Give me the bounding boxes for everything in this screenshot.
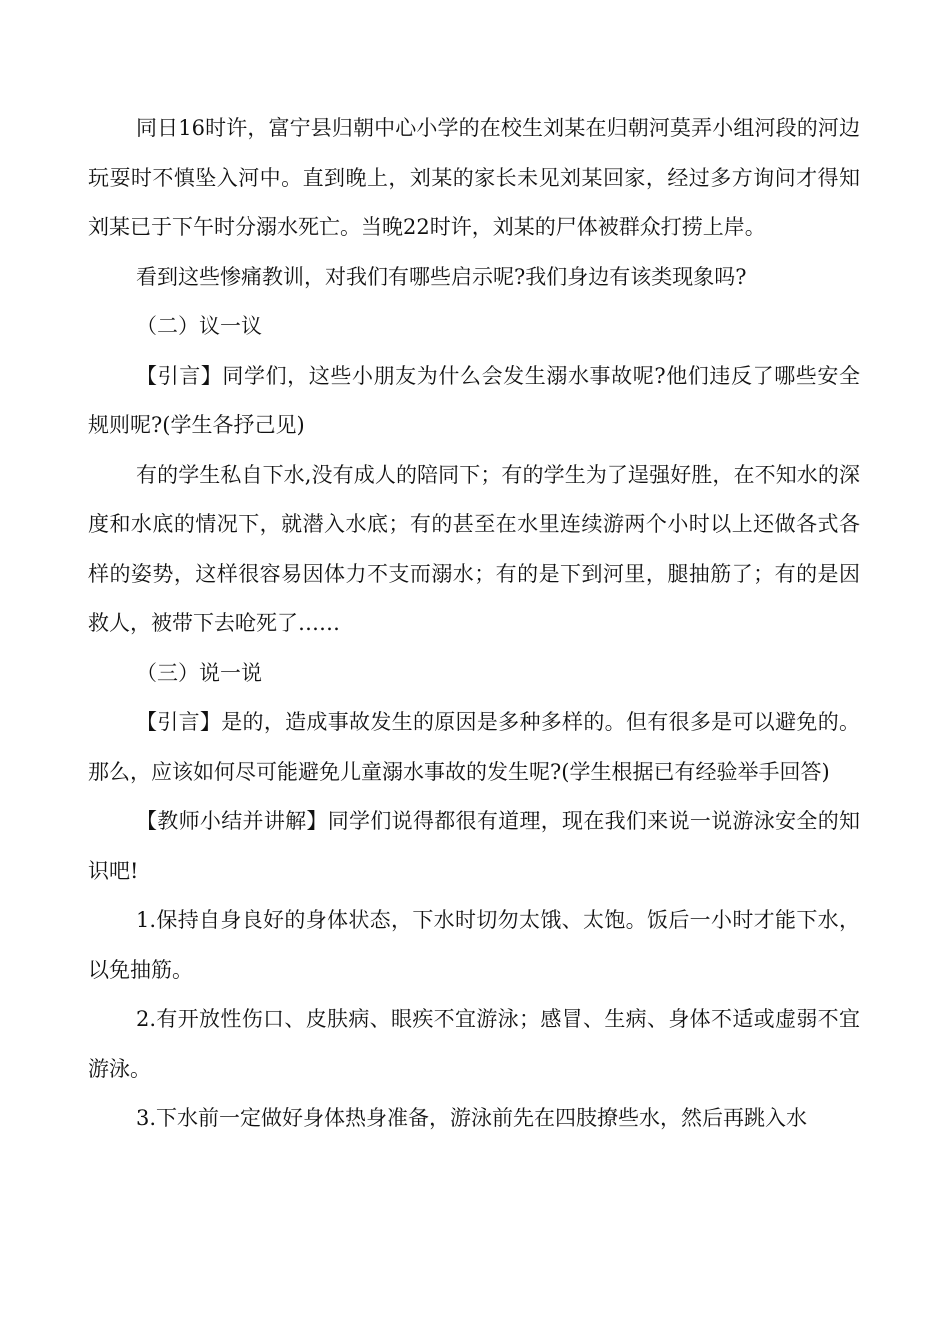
paragraph-intro-question: 【引言】同学们，这些小朋友为什么会发生溺水事故呢?他们违反了哪些安全规则呢?(学生各抒己见) xyxy=(88,363,860,437)
section-heading-discuss: （二）议一议 xyxy=(136,314,262,338)
section-heading-speak: （三）说一说 xyxy=(136,660,262,685)
document-body xyxy=(88,104,860,1144)
list-item-rule-1: 1.保持自身良好的身体状态，下水时切勿太饿、太饱。饭后一小时才能下水，以免抽筋。 xyxy=(88,908,860,982)
paragraph-incident-liu: 同日16时许，富宁县归朝中心小学的在校生刘某在归朝河莫弄小组河段的河边玩耍时不慎坠入河中。直到晚上，刘某的家长未见刘某回家，经过多方询问才得知刘某已于下午时分溺水死亡。当晚22时许，刘某的尸体被群众打捞上岸。 xyxy=(88,116,860,239)
paragraph-intro-prevention: 【引言】是的，造成事故发生的原因是多种多样的。但有很多是可以避免的。 那么，应该如何尽可能避免儿童溺水事故的发生呢?(学生根据已有经验举手回答) xyxy=(88,710,860,784)
paragraph-causes: 有的学生私自下水,没有成人的陪同下；有的学生为了逞强好胜，在不知水的深度和水底的情况下，就潜入水底；有的甚至在水里连续游两个小时以上还做各式各样的姿势，这样很容易因体力不支而溺水；有的是下到河里，腿抽筋了；有的是因救人，被带下去呛死了…… xyxy=(88,462,860,635)
list-item-rule-2: 2.有开放性伤口、皮肤病、眼疾不宜游泳；感冒、生病、身体不适或虚弱不宜游泳。 xyxy=(88,1007,860,1081)
paragraph-reflection-question: 看到这些惨痛教训，对我们有哪些启示呢?我们身边有该类现象吗? xyxy=(136,264,747,289)
list-item-rule-3: 3.下水前一定做好身体热身准备，游泳前先在四肢撩些水，然后再跳入水 xyxy=(136,1106,808,1130)
paragraph-teacher-summary: 【教师小结并讲解】同学们说得都很有道理，现在我们来说一说游泳安全的知识吧! xyxy=(88,809,860,883)
